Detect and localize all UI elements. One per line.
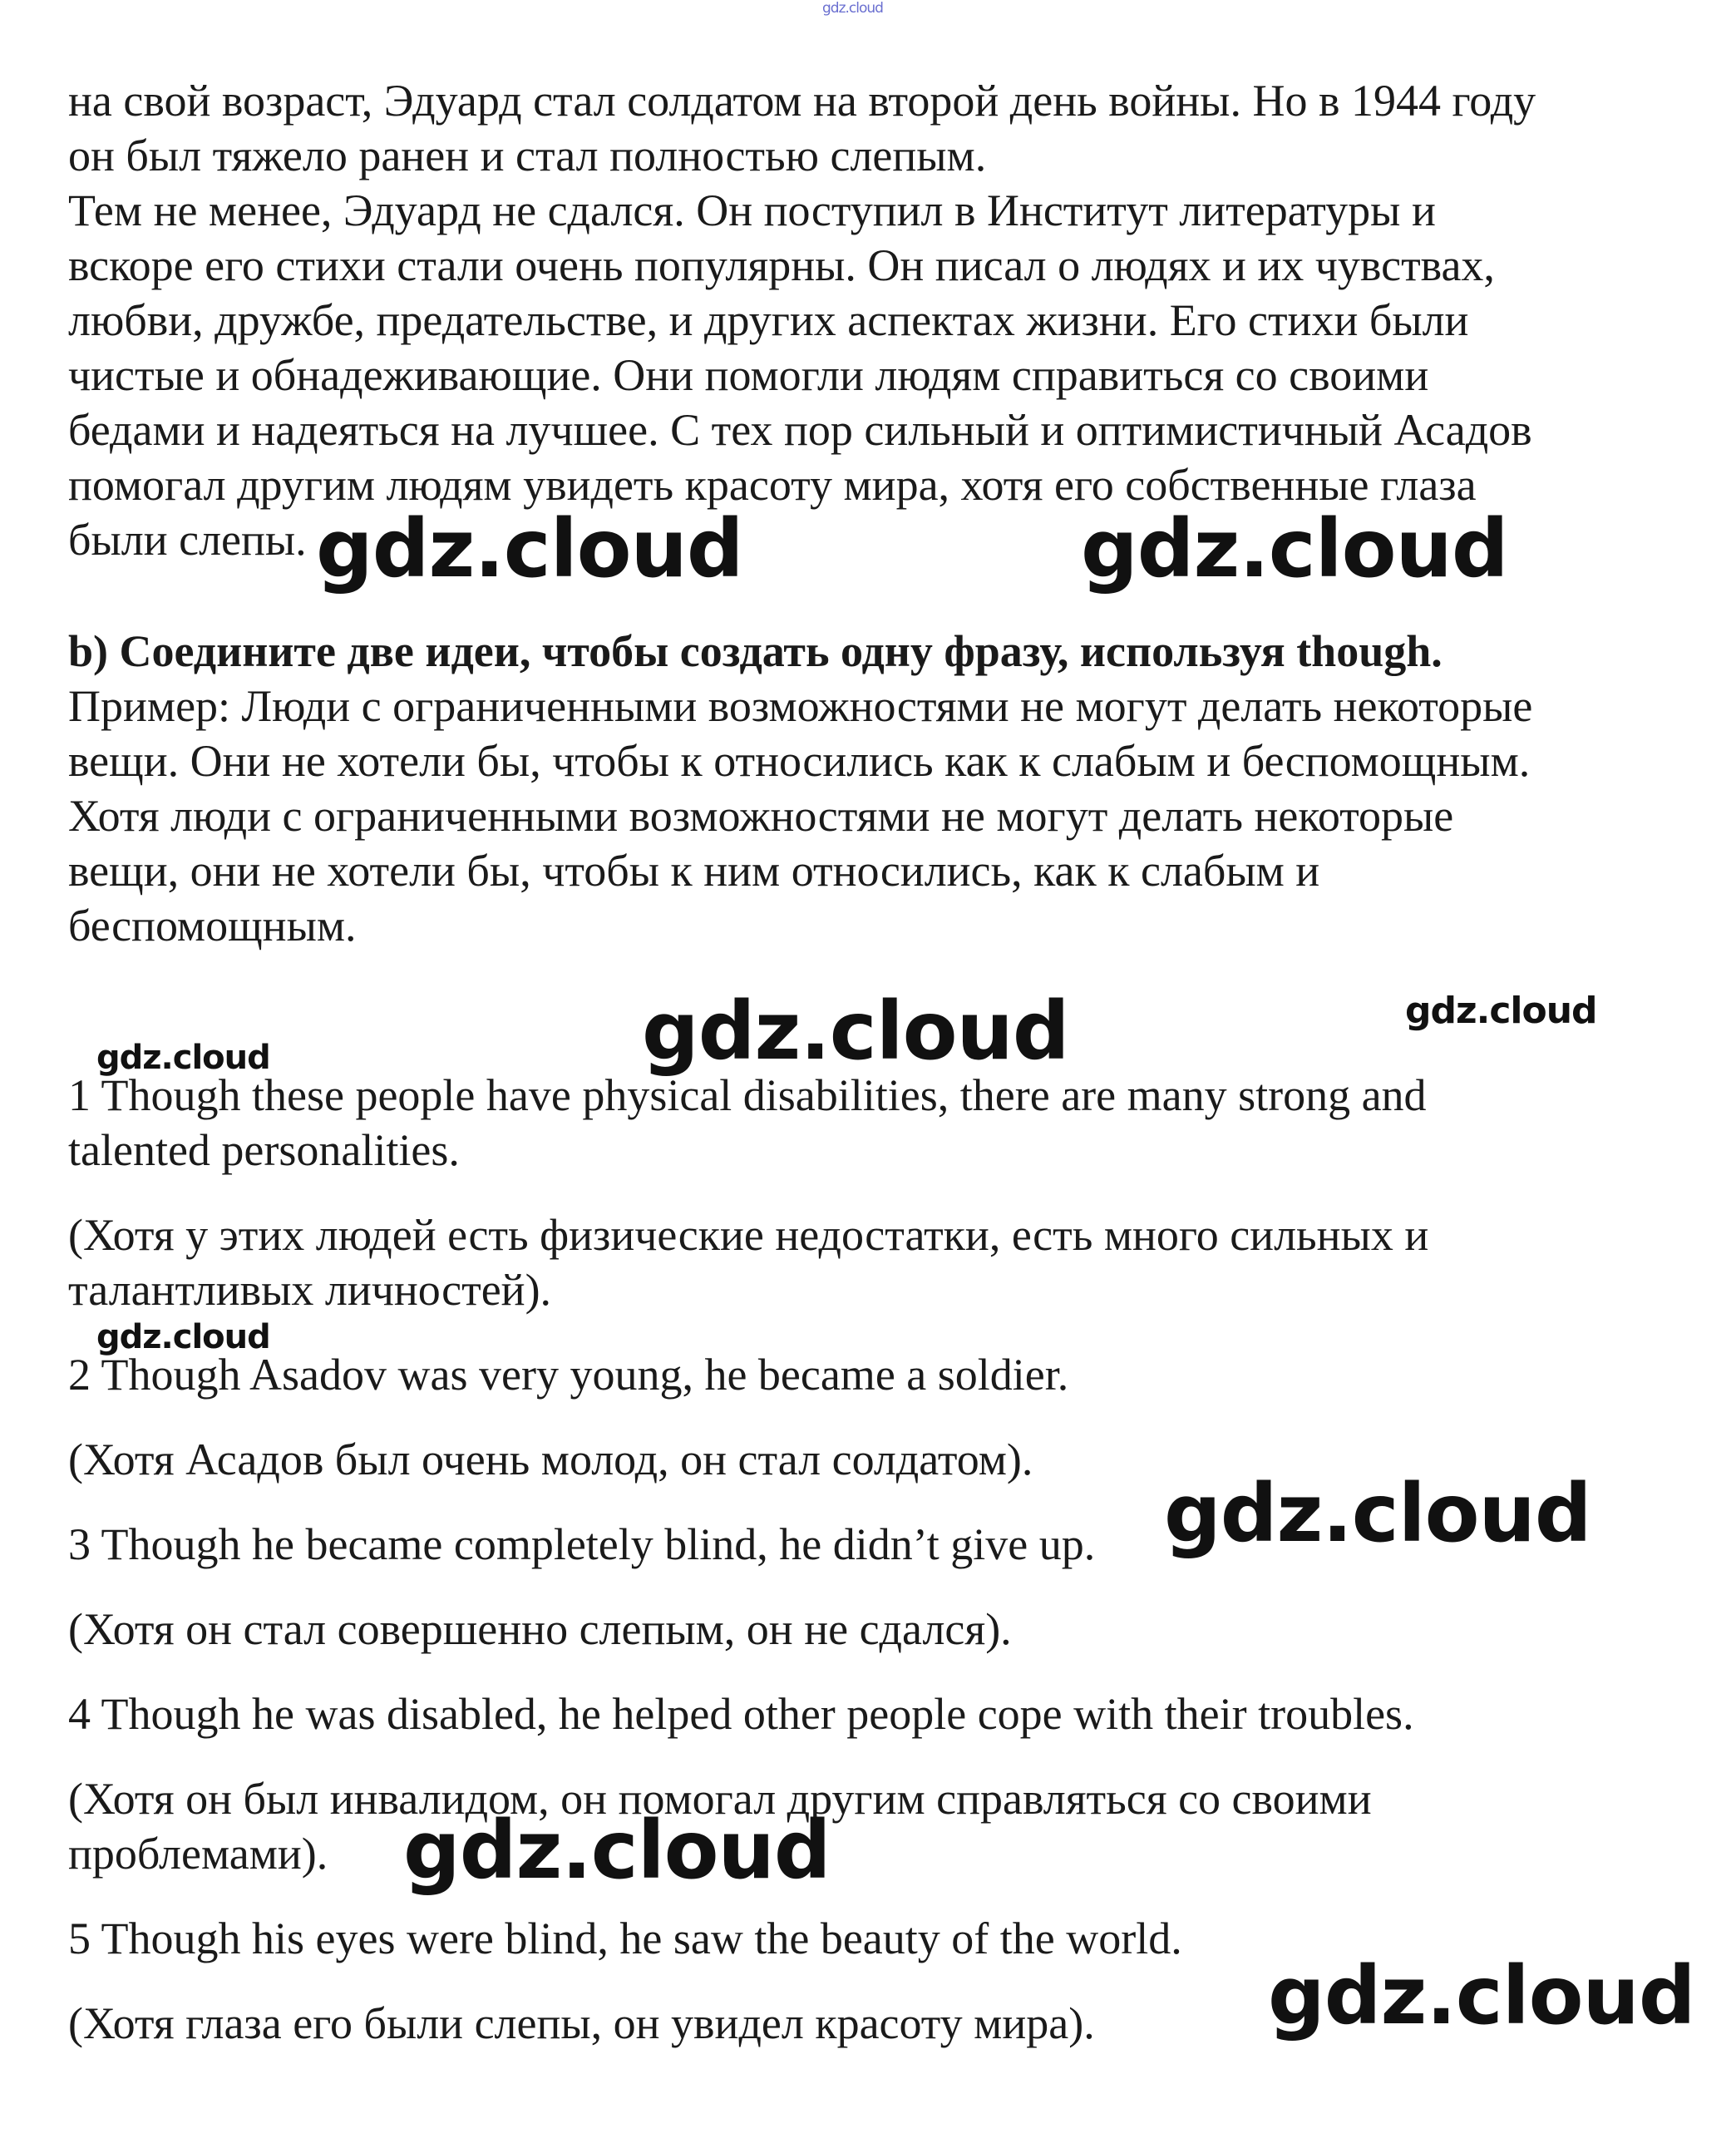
- task-heading: b) Соедините две идеи, чтобы создать одну фразу, используя though.: [68, 626, 1443, 676]
- paragraph-line: Тем не менее, Эдуард не сдался. Он поступил в Институт литературы и: [68, 185, 1436, 235]
- answer-2-english: 2 Though Asadov was very young, he became a soldier.: [68, 1350, 1069, 1400]
- paragraph-line: любви, дружбе, предательстве, и других аспектах жизни. Его стихи были: [68, 295, 1469, 345]
- paragraph-line: чистые и обнадеживающие. Они помогли людям справиться со своими: [68, 350, 1429, 400]
- answer-1-english: talented personalities.: [68, 1125, 460, 1175]
- answer-4-russian: (Хотя он был инвалидом, он помогал другим справляться со своими: [68, 1774, 1372, 1824]
- answer-3-english: 3 Though he became completely blind, he didn’t give up.: [68, 1519, 1096, 1569]
- paragraph-line: бедами и надеяться на лучшее. С тех пор сильный и оптимистичный Асадов: [68, 405, 1532, 455]
- answer-1-russian: (Хотя у этих людей есть физические недостатки, есть много сильных и: [68, 1210, 1429, 1260]
- watermark: gdz.cloud: [316, 502, 743, 595]
- answer-3-russian: (Хотя он стал совершенно слепым, он не сдался).: [68, 1604, 1012, 1654]
- paragraph-line: помогал другим людям увидеть красоту мира, хотя его собственные глаза: [68, 460, 1477, 510]
- example-line: вещи, они не хотели бы, чтобы к ним относились, как к слабым и: [68, 846, 1320, 896]
- example-line: вещи. Они не хотели бы, чтобы к относились как к слабым и беспомощным.: [68, 736, 1531, 786]
- example-line: Пример: Люди с ограниченными возможностями не могут делать некоторые: [68, 681, 1533, 731]
- watermark: gdz.cloud: [642, 985, 1069, 1078]
- answer-1-russian: талантливых личностей).: [68, 1265, 552, 1315]
- example-line: беспомощным.: [68, 901, 357, 951]
- watermark: gdz.cloud: [1268, 1949, 1695, 2042]
- watermark: gdz.cloud: [1405, 990, 1597, 1032]
- example-line: Хотя люди с ограниченными возможностями не могут делать некоторые: [68, 791, 1454, 841]
- paragraph-line: он был тяжело ранен и стал полностью слепым.: [68, 131, 987, 180]
- watermark-top: gdz.cloud: [822, 0, 883, 17]
- watermark: gdz.cloud: [403, 1804, 831, 1897]
- answer-4-russian: проблемами).: [68, 1829, 328, 1879]
- paragraph-line: вскоре его стихи стали очень популярны. Он писал о людях и их чувствах,: [68, 240, 1495, 290]
- paragraph-line: на свой возраст, Эдуард стал солдатом на второй день войны. Но в 1944 году: [68, 76, 1536, 126]
- watermark: gdz.cloud: [1081, 502, 1508, 595]
- watermark: gdz.cloud: [1164, 1467, 1591, 1560]
- answer-5-russian: (Хотя глаза его были слепы, он увидел красоту мира).: [68, 1998, 1095, 2048]
- watermark: gdz.cloud: [96, 1318, 270, 1356]
- answer-2-russian: (Хотя Асадов был очень молод, он стал солдатом).: [68, 1435, 1033, 1484]
- watermark: gdz.cloud: [96, 1039, 270, 1077]
- paragraph-line: были слепы.: [68, 515, 307, 565]
- answer-5-english: 5 Though his eyes were blind, he saw the beauty of the world.: [68, 1914, 1182, 1963]
- answer-1-english: 1 Though these people have physical disabilities, there are many strong and: [68, 1070, 1427, 1120]
- answer-4-english: 4 Though he was disabled, he helped other people cope with their troubles.: [68, 1689, 1414, 1739]
